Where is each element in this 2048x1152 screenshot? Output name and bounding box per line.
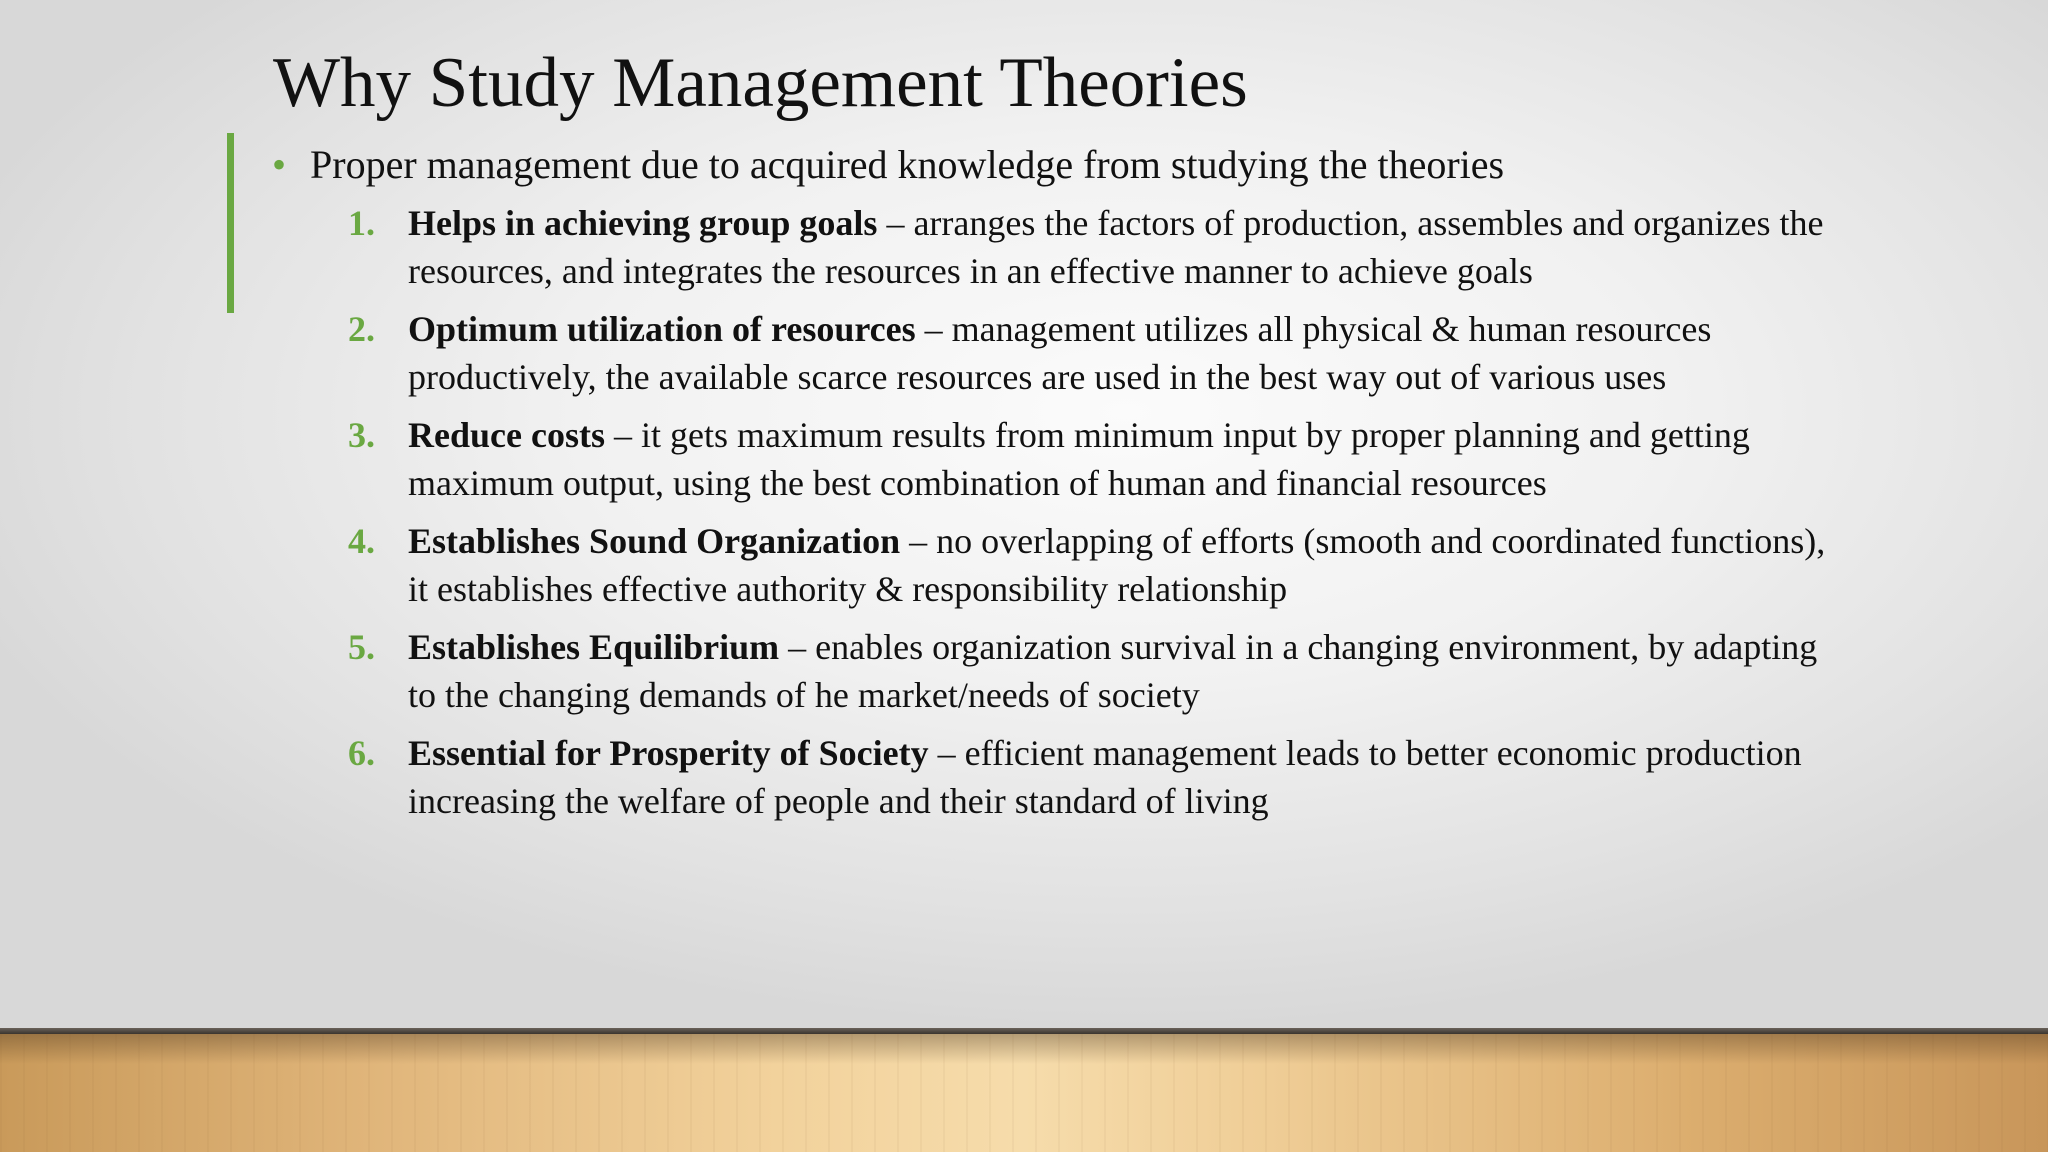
item-number: 2. bbox=[348, 309, 375, 349]
main-bullet-text: Proper management due to acquired knowledge from studying the theories bbox=[310, 142, 1505, 187]
list-item bbox=[348, 624, 1828, 719]
item-term: Optimum utilization of resources bbox=[408, 309, 916, 349]
item-text: – enables organization survival in a changing environment, by adapting to the changing demands of he market/needs of society bbox=[408, 627, 1818, 715]
item-number: 3. bbox=[348, 415, 375, 455]
item-term: Reduce costs bbox=[408, 415, 605, 455]
list-item bbox=[348, 200, 1828, 295]
main-bullet bbox=[272, 141, 1504, 189]
accent-bar bbox=[227, 133, 234, 313]
item-term: Essential for Prosperity of Society bbox=[408, 733, 929, 773]
list-item bbox=[348, 518, 1828, 613]
bullet-marker: • bbox=[272, 142, 287, 187]
list-item bbox=[348, 306, 1828, 401]
slide-title: Why Study Management Theories bbox=[273, 44, 1248, 122]
item-text: – efficient management leads to better economic production increasing the welfare of people and their standard of living bbox=[408, 733, 1802, 821]
reasons-list bbox=[348, 200, 1828, 836]
item-text: – it gets maximum results from minimum input by proper planning and getting maximum output, using the best combination of human and financial resources bbox=[408, 415, 1750, 503]
item-term: Helps in achieving group goals bbox=[408, 203, 878, 243]
item-text: – management utilizes all physical & human resources productively, the available scarce resources are used in the best way out of various uses bbox=[408, 309, 1712, 397]
item-number: 4. bbox=[348, 521, 375, 561]
item-term: Establishes Equilibrium bbox=[408, 627, 780, 667]
wood-floor-grain bbox=[0, 1034, 2048, 1152]
item-text: – arranges the factors of production, assembles and organizes the resources, and integrates the resources in an effective manner to achieve goals bbox=[408, 203, 1824, 291]
list-item bbox=[348, 412, 1828, 507]
item-number: 6. bbox=[348, 733, 375, 773]
item-number: 5. bbox=[348, 627, 375, 667]
item-text: – no overlapping of efforts (smooth and coordinated functions), it establishes effective authority & responsibility relationship bbox=[408, 521, 1826, 609]
item-number: 1. bbox=[348, 203, 375, 243]
list-item bbox=[348, 730, 1828, 825]
item-term: Establishes Sound Organization bbox=[408, 521, 901, 561]
